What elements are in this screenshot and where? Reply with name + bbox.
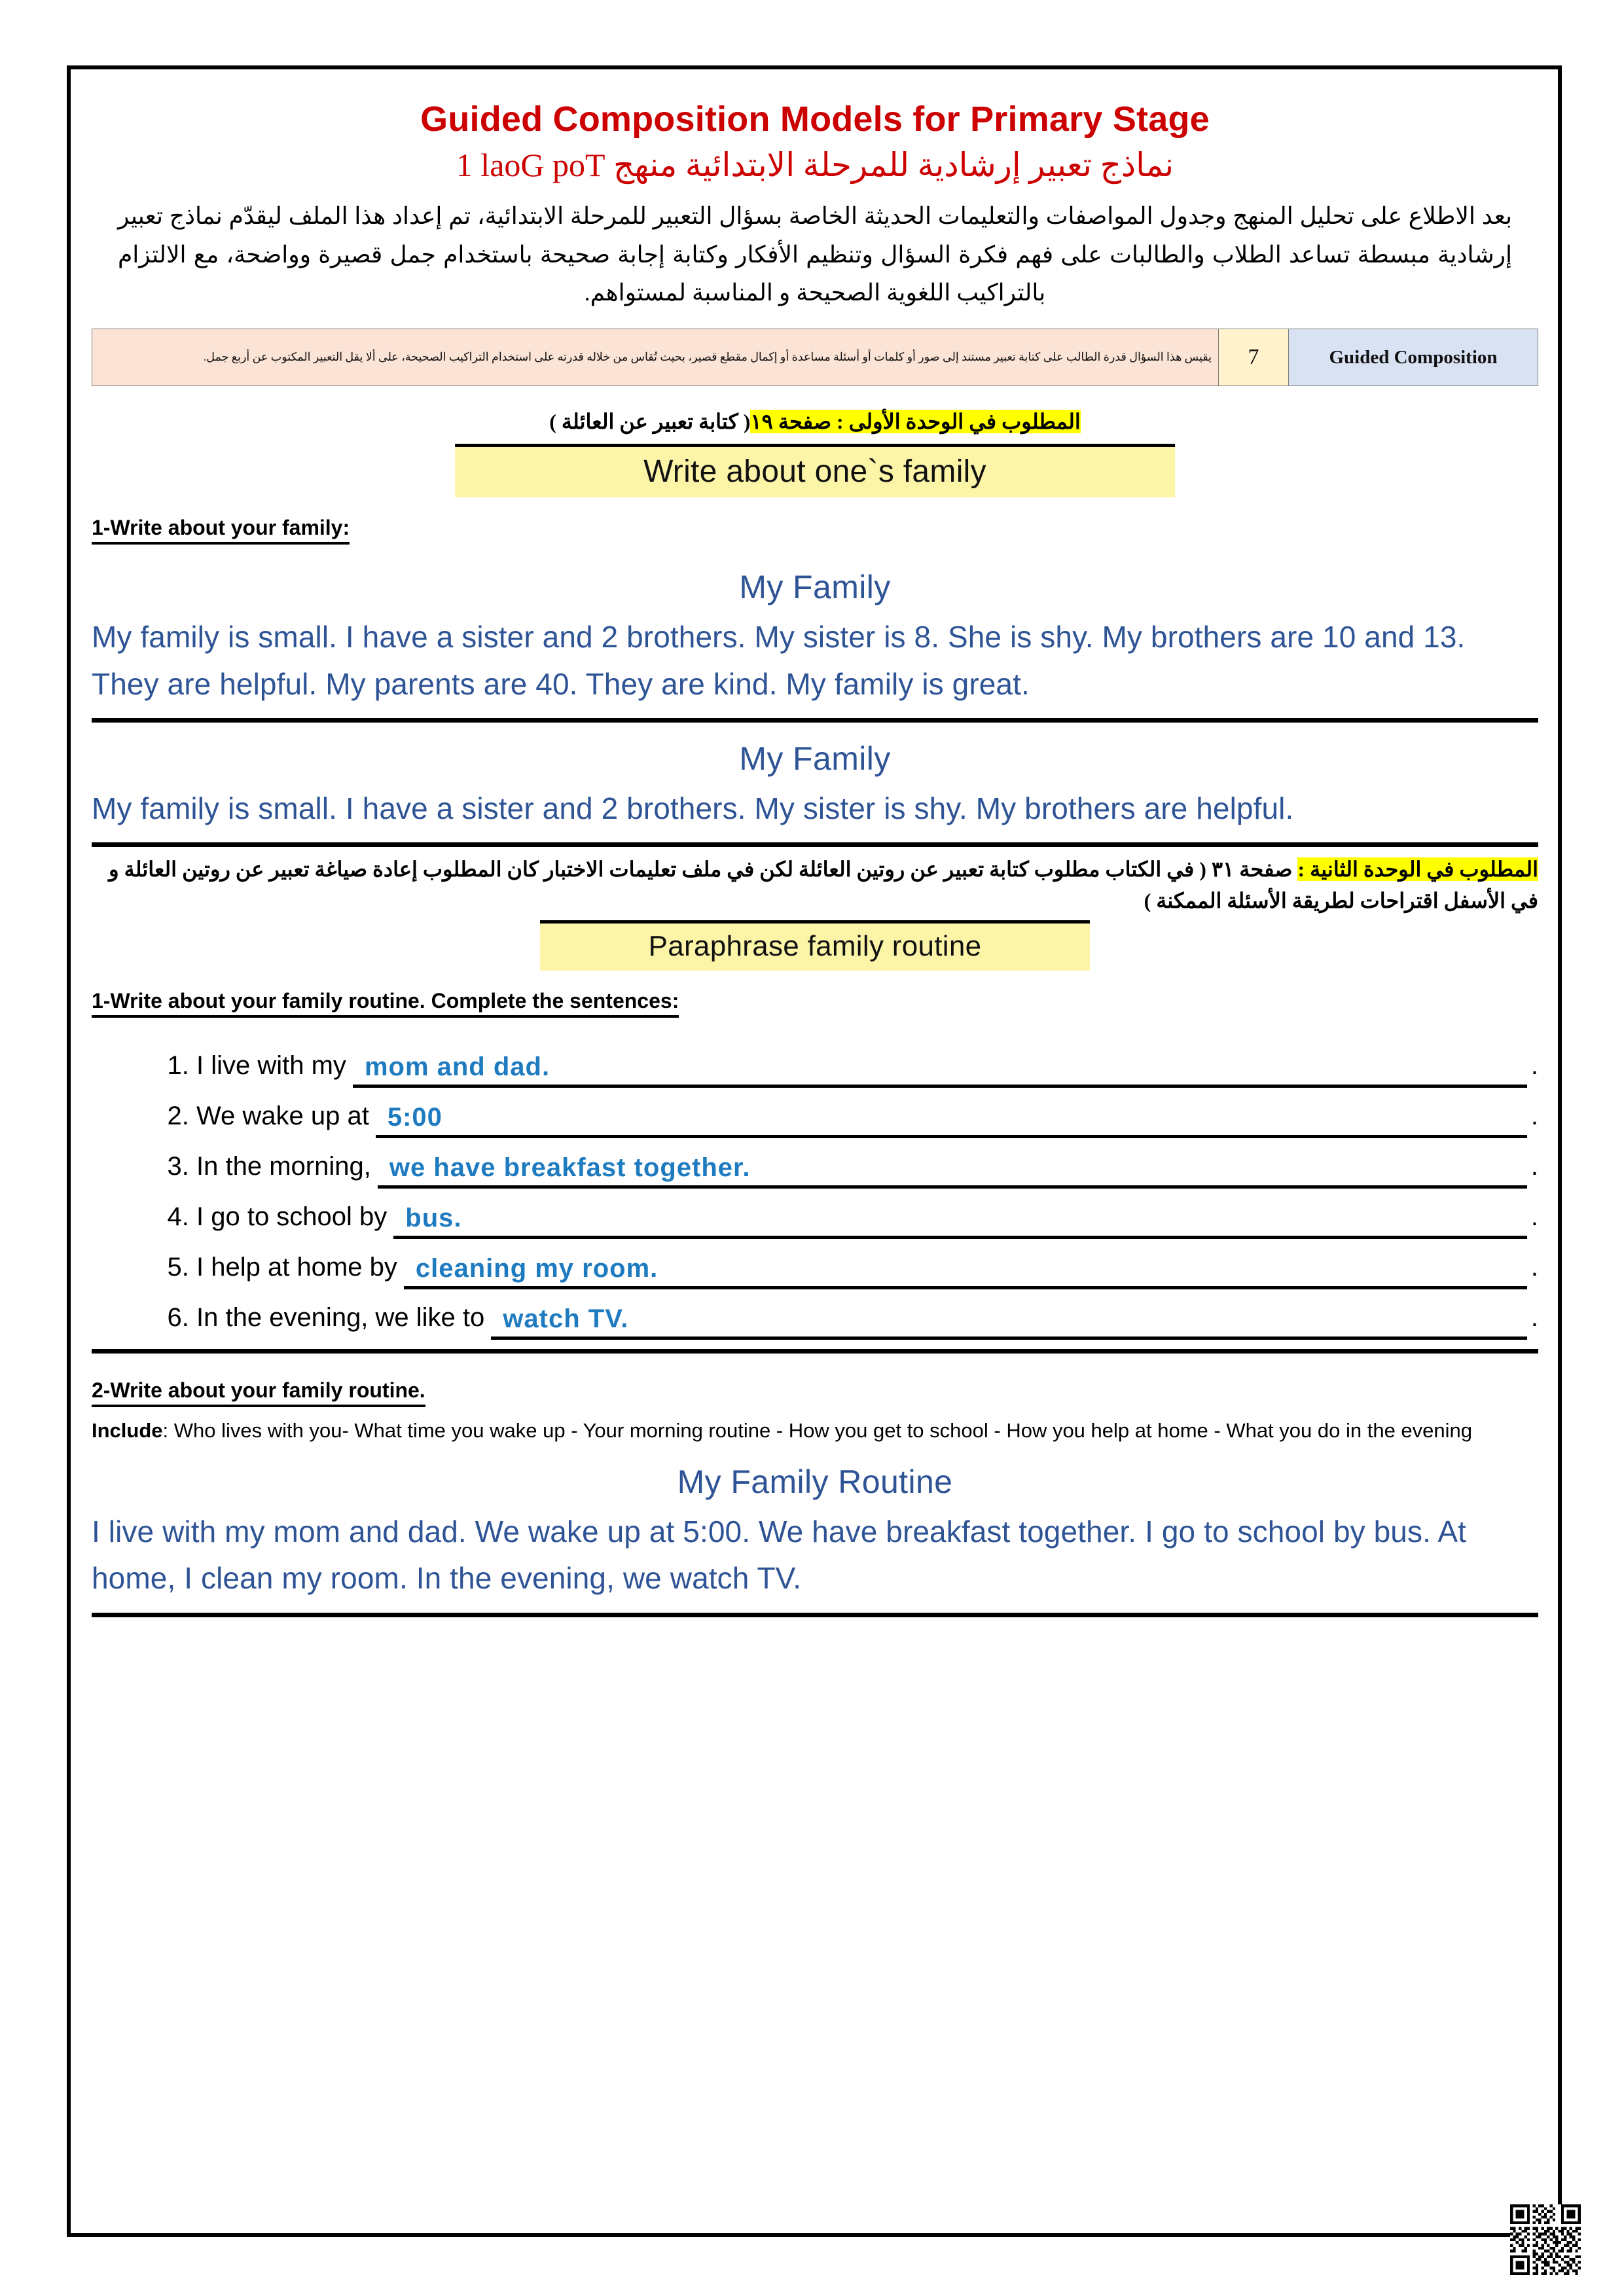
answer-text: cleaning my room.	[415, 1254, 659, 1283]
unit2-banner-text: Paraphrase family routine	[540, 924, 1090, 971]
spec-description-cell: يقيس هذا السؤال قدرة الطالب على كتابة تعبير مستند إلى صور أو كلمات أو أسئلة مساعدة أو إكمال مقطع قصير، بحيث تُقاس من خلاله قدرته على استخدام التراكيب الصحيحة، على ألا يقل التعبير المكتوب عن أربع جمل.	[92, 329, 1219, 386]
unit1-banner-text: Write about one`s family	[455, 447, 1175, 497]
answer-blank[interactable]	[353, 1047, 1527, 1088]
list-item	[196, 1198, 1538, 1239]
sentence-stem: 5. I help at home by	[196, 1253, 397, 1282]
unit2-task2-heading: 2-Write about your family routine.	[92, 1377, 425, 1407]
specification-table	[92, 329, 1538, 386]
sentence-end-mark: .	[1530, 1152, 1538, 1181]
unit1-requirement-rest: ( كتابة تعبير عن العائلة )	[549, 410, 751, 434]
unit1-model-b-body: My family is small. I have a sister and 2 brothers. My sister is shy. My brothers are helpful.	[92, 791, 1294, 825]
sentence-stem: 4. I go to school by	[196, 1202, 388, 1232]
sentence-stem: 1. I live with my	[196, 1051, 346, 1081]
list-item	[196, 1147, 1538, 1189]
sentence-end-mark: .	[1530, 1303, 1538, 1333]
unit1-requirement-highlight: المطلوب في الوحدة الأولى : صفحة ١٩	[750, 410, 1081, 434]
answer-blank[interactable]	[376, 1097, 1527, 1138]
answer-blank[interactable]	[378, 1147, 1527, 1189]
unit1-model-b-title: My Family	[739, 740, 891, 777]
list-item	[196, 1047, 1538, 1088]
unit2-banner-wrap	[540, 920, 1090, 971]
sentence-end-mark: .	[1530, 1102, 1538, 1131]
unit2-requirement-line2: إعادة صياغة تعبير عن روتين العائلة و في الأسفل اقتراحات لطريقة الأسئلة الممكنة )	[109, 857, 1538, 913]
unit1-banner-wrap	[455, 444, 1175, 497]
section-divider	[92, 1613, 1538, 1617]
page-title: Guided Composition Models for Primary Stage	[420, 99, 1210, 139]
sentence-end-mark: .	[1530, 1253, 1538, 1282]
unit2-model-title: My Family Routine	[677, 1463, 953, 1501]
sentence-stem: 6. In the evening, we like to	[196, 1303, 485, 1333]
section-divider	[92, 718, 1538, 723]
unit2-requirement-line1: صفحة ٣١ ( في الكتاب مطلوب كتابة تعبير عن روتين العائلة لكن في ملف تعليمات الاختبار كان المطلوب	[422, 857, 1293, 882]
sentence-stem: 2. We wake up at	[196, 1102, 369, 1131]
sentence-end-mark: .	[1530, 1051, 1538, 1081]
list-item	[196, 1248, 1538, 1289]
answer-blank[interactable]	[404, 1248, 1527, 1289]
answer-text: watch TV.	[503, 1304, 629, 1334]
list-item	[196, 1299, 1538, 1340]
unit1-requirement	[92, 406, 1538, 437]
table-row	[92, 329, 1538, 386]
page-subtitle-arabic: نماذج تعبير إرشادية للمرحلة الابتدائية منهج Top Goal 1	[456, 146, 1174, 183]
include-text: : Who lives with you- What time you wake up - Your morning routine - How you get to school - How you help at home - What you do in the evening	[162, 1419, 1473, 1443]
qr-code[interactable]	[1510, 2204, 1581, 2275]
unit2-task1-heading: 1-Write about your family routine. Complete the sentences:	[92, 988, 679, 1018]
document-content	[92, 85, 1538, 1624]
answer-blank[interactable]	[393, 1198, 1527, 1239]
fill-in-blank-list	[92, 1047, 1538, 1340]
answer-blank[interactable]	[491, 1299, 1527, 1340]
sentence-end-mark: .	[1530, 1202, 1538, 1232]
unit2-model-body: I live with my mom and dad. We wake up at 5:00. We have breakfast together. I go to school by bus. At home, I clean my room. In the evening, we watch TV.	[92, 1515, 1466, 1596]
list-item	[196, 1097, 1538, 1138]
intro-paragraph-arabic: بعد الاطلاع على تحليل المنهج وجدول المواصفات والتعليمات الحديثة الخاصة بسؤال التعبير للمرحلة الابتدائية، تم إعداد هذا الملف ليقدّم نماذج تعبير إرشادية مبسطة تساعد الطلاب والطالبات على فهم فكرة السؤال وتنظيم الأفكار وكتابة إجابة صحيحة باستخدام جمل قصيرة وواضحة، مع الالتزام بالتراكيب اللغوية الصحيحة و المناسبة لمستواهم.	[118, 203, 1512, 306]
unit1-task-heading: 1-Write about your family:	[92, 514, 350, 545]
answer-text: 5:00	[387, 1103, 442, 1132]
answer-text: we have breakfast together.	[389, 1153, 751, 1183]
section-divider	[92, 1349, 1538, 1354]
unit2-requirement	[92, 853, 1538, 916]
unit1-model-a-body: My family is small. I have a sister and 2 brothers. My sister is 8. She is shy. My brothers are 10 and 13. They are helpful. My parents are 40. They are kind. My family is great.	[92, 620, 1466, 701]
include-instructions	[92, 1416, 1538, 1446]
include-label: Include	[92, 1419, 163, 1443]
unit2-requirement-highlight: المطلوب في الوحدة الثانية :	[1297, 857, 1538, 882]
section-divider	[92, 842, 1538, 847]
spec-mark-cell: 7	[1219, 329, 1289, 386]
answer-text: mom and dad.	[364, 1052, 550, 1082]
answer-text: bus.	[405, 1204, 462, 1233]
unit1-model-a-title: My Family	[739, 569, 891, 606]
sentence-stem: 3. In the morning,	[196, 1152, 371, 1181]
spec-skill-cell: Guided Composition	[1289, 329, 1538, 386]
